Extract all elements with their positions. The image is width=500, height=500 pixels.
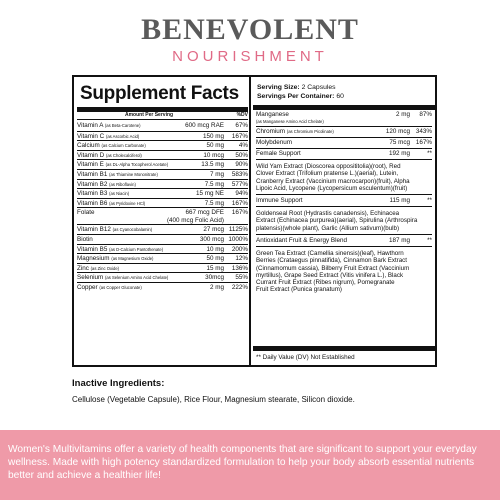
nutrient-dv: 1125% xyxy=(228,226,248,234)
nutrient-name: Vitamin B5 xyxy=(77,245,108,253)
nutrient-dv: 136% xyxy=(231,264,248,272)
col-dv-label: %DV xyxy=(236,112,248,118)
panel-title: Supplement Facts xyxy=(80,83,239,104)
nutrient-row xyxy=(77,224,248,234)
nutrient-name: Vitamin B3 xyxy=(77,190,108,198)
nutrient-name: Vitamin B6 xyxy=(77,199,108,207)
blend-line: Extract (Echinacea purpurea)(aerial), Spirulina (Arthrospira xyxy=(256,217,418,225)
nutrient-dv: 55% xyxy=(235,274,248,282)
nutrient-amount-note: (400 mcg Folic Acid) xyxy=(166,217,224,225)
serving-size-value: 2 Capsules xyxy=(301,84,336,91)
molybdenum-name: Molybdenum xyxy=(256,139,293,146)
nutrient-dv: 167% xyxy=(231,132,248,140)
rule xyxy=(256,126,432,127)
nutrient-name: Vitamin B2 xyxy=(77,180,108,188)
molybdenum-amount: 75 mcg xyxy=(389,139,410,146)
nutrient-source: (as Niacin) xyxy=(109,191,130,197)
nutrient-name: Folate xyxy=(77,209,95,217)
brand-tagline: NOURISHMENT xyxy=(172,48,328,65)
nutrient-amount-value: 15 mg NE xyxy=(196,190,224,198)
serving-size-label: Serving Size: xyxy=(257,84,300,91)
nutrient-amount-value: 150 mg xyxy=(202,132,224,140)
nutrient-name: Zinc xyxy=(77,264,89,272)
row-manganese-source xyxy=(256,118,432,125)
nutrient-row xyxy=(77,159,248,169)
nutrient-row xyxy=(77,282,248,292)
nutrient-amount-value: 50 mg xyxy=(206,142,224,150)
blend-line: Fruit Extract (Punica granatum) xyxy=(256,286,342,294)
nutrient-dv: 200% xyxy=(231,245,248,253)
nutrient-row xyxy=(77,169,248,179)
manganese-dv: 87% xyxy=(419,111,432,118)
rule xyxy=(256,246,432,247)
nutrient-source: (as Riboflavin) xyxy=(109,181,136,187)
chromium-dv: 343% xyxy=(415,128,432,135)
antioxidant-name: Antioxidant Fruit & Energy Blend xyxy=(256,237,348,244)
inactive-text: Cellulose (Vegetable Capsule), Rice Flour, Magnesium stearate, Silicon dioxide. xyxy=(72,395,355,404)
panel-right-column xyxy=(253,77,435,365)
nutrient-row xyxy=(77,150,248,160)
immune-blend xyxy=(256,210,432,232)
nutrient-name: Selenium xyxy=(77,274,104,282)
supplement-facts-panel xyxy=(72,75,437,367)
nutrient-source: (as Cholecalciferol) xyxy=(105,152,142,158)
manganese-name: Manganese xyxy=(256,111,289,118)
description-band xyxy=(0,430,500,500)
immune-support-dv: ** xyxy=(427,197,432,204)
nutrient-dv: 167% xyxy=(231,209,248,217)
nutrient-name-wrap xyxy=(77,209,95,217)
serving-info xyxy=(257,83,344,101)
nutrient-amount-value: 50 mg xyxy=(206,255,224,263)
nutrient-source: (as DL-Alpha Tocopherol Acetate) xyxy=(105,162,169,168)
chromium-name-wrap xyxy=(256,128,334,135)
nutrient-source: (as Magnesium Oxide) xyxy=(111,256,154,262)
nutrient-source: (as Thiamine Mononitrate) xyxy=(109,172,158,177)
female-support-amount: 192 mg xyxy=(388,150,410,157)
nutrient-dv: 12% xyxy=(235,255,248,263)
blend-line: Berries (Crataegus pinnatifida), Cinnamon Bark Extract xyxy=(256,257,407,265)
nutrient-amount-value: 7 mg xyxy=(210,171,224,178)
nutrient-amount-value: 10 mg xyxy=(206,245,224,253)
nutrient-amount-value: 10 mcg xyxy=(203,151,224,159)
nutrient-source: (as Pyridoxine HCl) xyxy=(109,200,146,206)
immune-support-name: Immune Support xyxy=(256,197,303,204)
inactive-ingredients xyxy=(72,378,442,404)
female-support-dv: ** xyxy=(427,150,432,157)
nutrient-row xyxy=(77,198,248,208)
nutrient-dv: 50% xyxy=(235,151,248,159)
chromium-name: Chromium xyxy=(256,128,286,135)
nutrient-amount-value: 7.5 mg xyxy=(204,199,224,207)
blend-line: (Cinnamomum cassia), Bilberry Fruit Extract (Vaccinium xyxy=(256,264,410,272)
nutrient-name: Vitamin B1 xyxy=(77,171,108,178)
manganese-source: (as Manganese Amino Acid Chelate) xyxy=(256,119,324,124)
nutrient-source: (as Cyanocobalamin) xyxy=(112,227,153,233)
female-support-name: Female Support xyxy=(256,150,301,157)
female-blend xyxy=(256,163,432,192)
nutrient-name: Vitamin A xyxy=(77,122,104,129)
blend-line: Cranberry Extract (Vaccinium macrocarpon)(fruit), Alpha xyxy=(256,177,410,185)
nutrient-name: Copper xyxy=(77,284,98,291)
chromium-source: (as Chromium Picolinate) xyxy=(286,129,334,134)
nutrient-amount-value: 30mcg xyxy=(205,274,224,282)
nutrient-dv: 90% xyxy=(235,161,248,169)
nutrient-dv: 94% xyxy=(235,190,248,198)
nutrient-name: Vitamin E xyxy=(77,161,104,169)
rule xyxy=(256,206,432,207)
nutrient-amount-value: 2 mg xyxy=(210,284,224,291)
nutrient-name: Magnesium xyxy=(77,255,110,263)
nutrient-amount-value: 15 mg xyxy=(206,264,224,272)
nutrient-name-wrap xyxy=(77,284,142,292)
blend-line: Green Tea Extract (Camellia sinensis)(leaf), Hawthorn xyxy=(256,250,404,257)
nutrient-dv: 583% xyxy=(231,171,248,178)
blend-line: platensis)(whole plant), Garlic (Allium sativum)(bulb) xyxy=(256,224,400,232)
nutrient-amount xyxy=(210,284,224,292)
nutrient-name: Vitamin C xyxy=(77,132,105,140)
rule xyxy=(256,194,432,195)
nutrient-dv: 577% xyxy=(231,180,248,188)
nutrient-row xyxy=(77,131,248,141)
nutrient-name: Biotin xyxy=(77,236,93,243)
nutrient-row xyxy=(77,188,248,198)
nutrient-amount-value: 13.5 mg xyxy=(201,161,224,169)
nutrient-dv: 167% xyxy=(231,199,248,207)
nutrient-name: Calcium xyxy=(77,142,100,150)
nutrient-source: (as Calcium Carbonate) xyxy=(101,143,146,149)
nutrient-source: (as Selenium Amino Acid Chelate) xyxy=(105,275,169,281)
blend-line: Currant Fruit Extract (Ribes nigrum), Pomegranate xyxy=(256,279,395,287)
nutrient-source: (as Beta-Carotene) xyxy=(104,123,141,128)
footnote-rule xyxy=(253,346,435,351)
nutrient-dv: 1000% xyxy=(228,236,248,243)
servings-label: Servings Per Container: xyxy=(257,93,335,100)
nutrient-row xyxy=(77,253,248,263)
nutrient-row xyxy=(77,207,248,224)
nutrient-dv: 4% xyxy=(238,142,248,150)
nutrient-name: Vitamin D xyxy=(77,151,105,159)
nutrient-amount-value: 7.5 mg xyxy=(204,180,224,188)
nutrient-amount-value: 27 mcg xyxy=(203,226,224,234)
brand-header xyxy=(0,14,500,66)
blend-line: myrtillus), Grape Seed Extract (Vitis vinifera L.), Black xyxy=(256,271,404,279)
rule xyxy=(256,159,432,160)
nutrient-amount xyxy=(167,209,224,225)
nutrient-amount xyxy=(185,122,224,130)
nutrient-amount-value: 300 mcg xyxy=(199,236,224,243)
nutrient-dv: 67% xyxy=(235,122,248,129)
nutrient-amount-value: 667 mcg DFE xyxy=(185,209,224,217)
nutrient-row xyxy=(77,179,248,189)
blend-line: Clover Extract (Trifolium pratense L.)(aerial), Lutein, xyxy=(256,170,399,178)
panel-left-column xyxy=(74,77,251,365)
nutrient-dv: 222% xyxy=(231,284,248,291)
nutrient-row xyxy=(77,140,248,150)
antioxidant-dv: ** xyxy=(427,237,432,244)
col-amount-label: Amount Per Serving xyxy=(125,112,174,118)
brand-name: BENEVOLENT xyxy=(141,13,359,46)
blend-line: Wild Yam Extract (Dioscorea opposititolia)(root), Red xyxy=(256,163,401,170)
nutrient-row xyxy=(77,263,248,273)
nutrient-source: (as D-Calcium Pantothenate) xyxy=(109,246,164,252)
footnote: ** Daily Value (DV) Not Established xyxy=(256,354,355,361)
nutrient-source: (as Ascorbic Acid) xyxy=(105,133,140,139)
nutrient-name-wrap xyxy=(77,122,141,130)
inactive-heading: Inactive Ingredients: xyxy=(72,378,165,389)
nutrient-source: (as Zinc Oxide) xyxy=(90,265,120,271)
servings-value: 60 xyxy=(336,93,344,100)
chromium-amount: 120 mcg xyxy=(385,128,410,135)
serving-rule xyxy=(253,105,435,110)
rule xyxy=(256,137,432,138)
nutrient-source: (as Copper Gluconate) xyxy=(99,285,142,290)
nutrient-row xyxy=(77,272,248,282)
antioxidant-amount: 187 mg xyxy=(388,237,410,244)
molybdenum-dv: 167% xyxy=(415,139,432,146)
rule xyxy=(256,234,432,235)
manganese-amount: 2 mg xyxy=(396,111,410,118)
nutrient-name: Vitamin B12 xyxy=(77,226,111,234)
nutrient-row xyxy=(77,244,248,254)
rule xyxy=(256,148,432,149)
nutrient-row xyxy=(77,234,248,244)
nutrient-row xyxy=(77,121,248,131)
description-text: Women's Multivitamins offer a variety of health components that are significant to support your everyday wellness. Made with high potency standardized formulation to help your body absorb essential nutrients better and achieve a healthier life! xyxy=(8,444,477,481)
immune-support-amount: 115 mg xyxy=(389,197,410,204)
antioxidant-blend xyxy=(256,250,432,294)
nutrient-amount-value: 600 mcg RAE xyxy=(185,122,224,129)
header-rule xyxy=(77,119,248,120)
blend-line: Goldenseal Root (Hydrastis canadensis), Echinacea xyxy=(256,210,400,217)
blend-line: Lipoic Acid, Lycopene (Lycopersicum esculentum)(fruit) xyxy=(256,184,408,192)
